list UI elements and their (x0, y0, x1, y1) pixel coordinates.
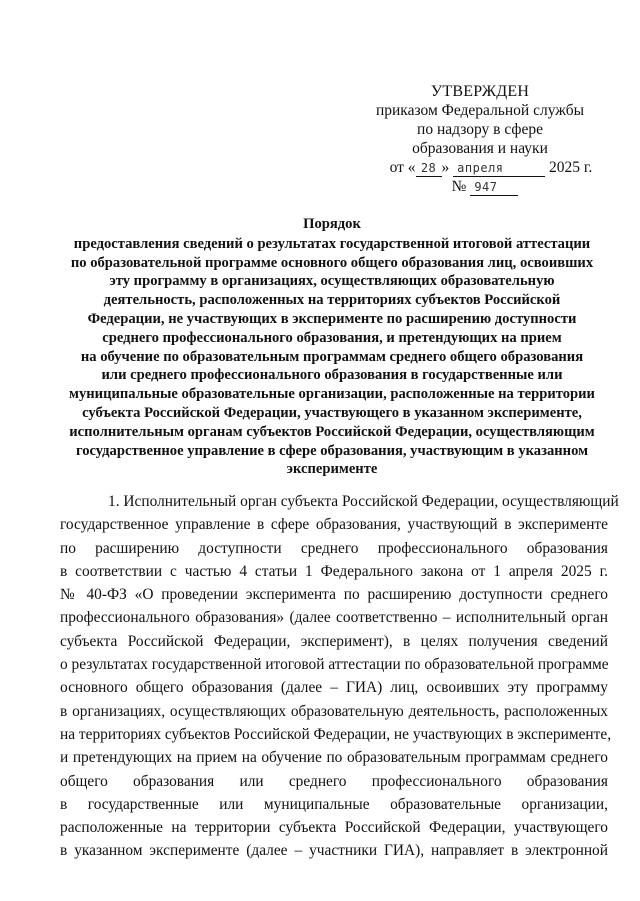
approval-line-1: приказом Федеральной службы (375, 102, 585, 119)
approval-title: УТВЕРЖДЕН (430, 83, 530, 100)
heading-line: исполнительным органам субъектов Российской Федерации, осуществляющим (69, 423, 595, 440)
body-line: государственное управление в сфере образования, участвующий в эксперименте (60, 516, 608, 534)
body-line: в соответствии с частью 4 статьи 1 Федерального закона от 1 апреля 2025 г. (60, 562, 608, 580)
body-line: общего образования или среднего профессионального образования (60, 772, 608, 790)
heading-line: муниципальные образовательные организации, расположенные на территории (69, 386, 595, 403)
heading-line: Федерации, не участвующих в эксперименте по расширению доступности (87, 310, 577, 327)
heading-line: деятельность, расположенных на территориях субъектов Российской (103, 292, 561, 309)
approval-block (360, 82, 600, 196)
document-heading (56, 215, 608, 479)
date-day: 28 (416, 161, 442, 177)
heading-title: Порядок (303, 216, 361, 232)
heading-line: эту программу в организациях, осуществляющих образовательную (109, 273, 555, 290)
body-line: и претендующих на прием на обучение по образовательным программам среднего (60, 749, 608, 767)
heading-line: на обучение по образовательным программам среднего общего образования (80, 348, 584, 365)
heading-line: субъекта Российской Федерации, участвующего в указанном эксперименте, (82, 404, 582, 421)
body-line: основного общего образования (далее – ГИА) лиц, освоивших эту программу (60, 679, 608, 697)
heading-line: предоставления сведений о результатах государственной итоговой аттестации (73, 235, 591, 252)
body-line: на территориях субъектов Российской Федерации, не участвующих в эксперименте, (60, 725, 612, 743)
body-line: профессионального образования» (далее соответственно – исполнительный орган (60, 609, 608, 627)
date-prefix: от « (389, 159, 416, 176)
body-line: расположенные на территории субъекта Российской Федерации, участвующего (60, 819, 608, 837)
date-month: апреля (453, 161, 545, 177)
heading-line: эксперименте (286, 461, 378, 478)
body-line: субъекта Российской Федерации, эксперимент), в целях получения сведений (60, 632, 608, 650)
heading-line: среднего профессионального образования, и претендующих на прием (102, 329, 562, 346)
body-line: о результатах государственной итоговой аттестации по образовательной программе (60, 656, 609, 674)
approval-line-2: по надзору в сфере (417, 121, 543, 138)
body-paragraph (60, 490, 619, 863)
body-line: в государственные или муниципальные образовательные организации, (60, 795, 608, 813)
date-year: 2025 г. (549, 159, 593, 176)
heading-line: или среднего профессионального образования в государственные или (101, 367, 563, 384)
body-line: № 40-ФЗ «О проведении эксперимента по расширению доступности среднего (60, 586, 608, 604)
heading-line: по образовательной программе основного общего образования лиц, освоивших (70, 254, 594, 271)
approval-number (370, 177, 600, 196)
body-line: по расширению доступности среднего профессионального образования (60, 539, 608, 557)
number-value: 947 (470, 180, 518, 196)
number-prefix: № (451, 178, 467, 195)
approval-date (382, 158, 600, 177)
approval-line-3: образования и науки (412, 140, 548, 157)
heading-line: государственное управление в сфере образования, участвующим в указанном (75, 442, 589, 459)
date-mid: » (441, 159, 450, 176)
body-line: 1. Исполнительный орган субъекта Российской Федерации, осуществляющий (108, 493, 619, 510)
body-line: в указанном эксперименте (далее – участники ГИА), направляет в электронной (60, 842, 608, 860)
body-line: в организациях, осуществляющих образовательную деятельность, расположенных (60, 702, 608, 720)
